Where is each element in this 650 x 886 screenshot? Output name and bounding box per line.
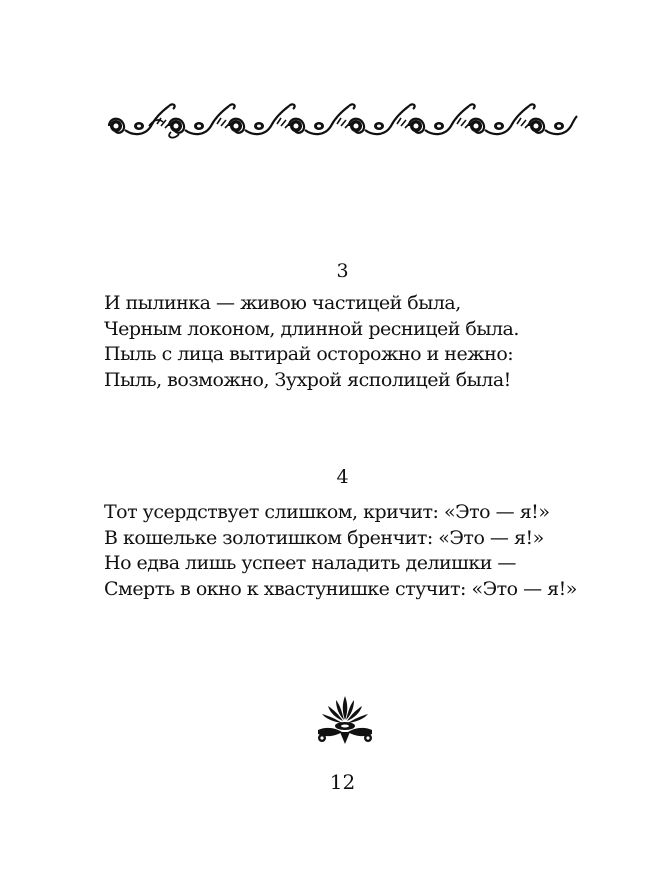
stanza — [104, 500, 577, 602]
stanza-line: Но едва лишь успеет наладить делишки — — [104, 552, 516, 574]
stanza-line: В кошельке золотишком бренчит: «Это — я!» — [104, 526, 544, 549]
stanza-line: Пыль, возможно, Зухрой ясполицей была! — [104, 368, 511, 391]
stanza-line: Тот усердствует слишком, кричит: «Это — я!» — [104, 501, 550, 523]
stanza-line: И пылинка — живою частицей была, — [104, 292, 461, 314]
stanza-line: Смерть в окно к хвастунишке стучит: «Это — я!» — [104, 577, 577, 600]
stanza — [104, 291, 519, 393]
stanza-number: 3 — [336, 260, 349, 282]
page-number: 12 — [329, 770, 356, 794]
stanza-number: 4 — [336, 466, 349, 488]
stanza-line: Пыль с лица вытирай осторожно и нежно: — [104, 343, 514, 365]
header-ornament-icon — [103, 96, 579, 146]
fleuron-icon — [312, 692, 378, 746]
stanza-line: Черным локоном, длинной ресницей была. — [104, 317, 519, 340]
